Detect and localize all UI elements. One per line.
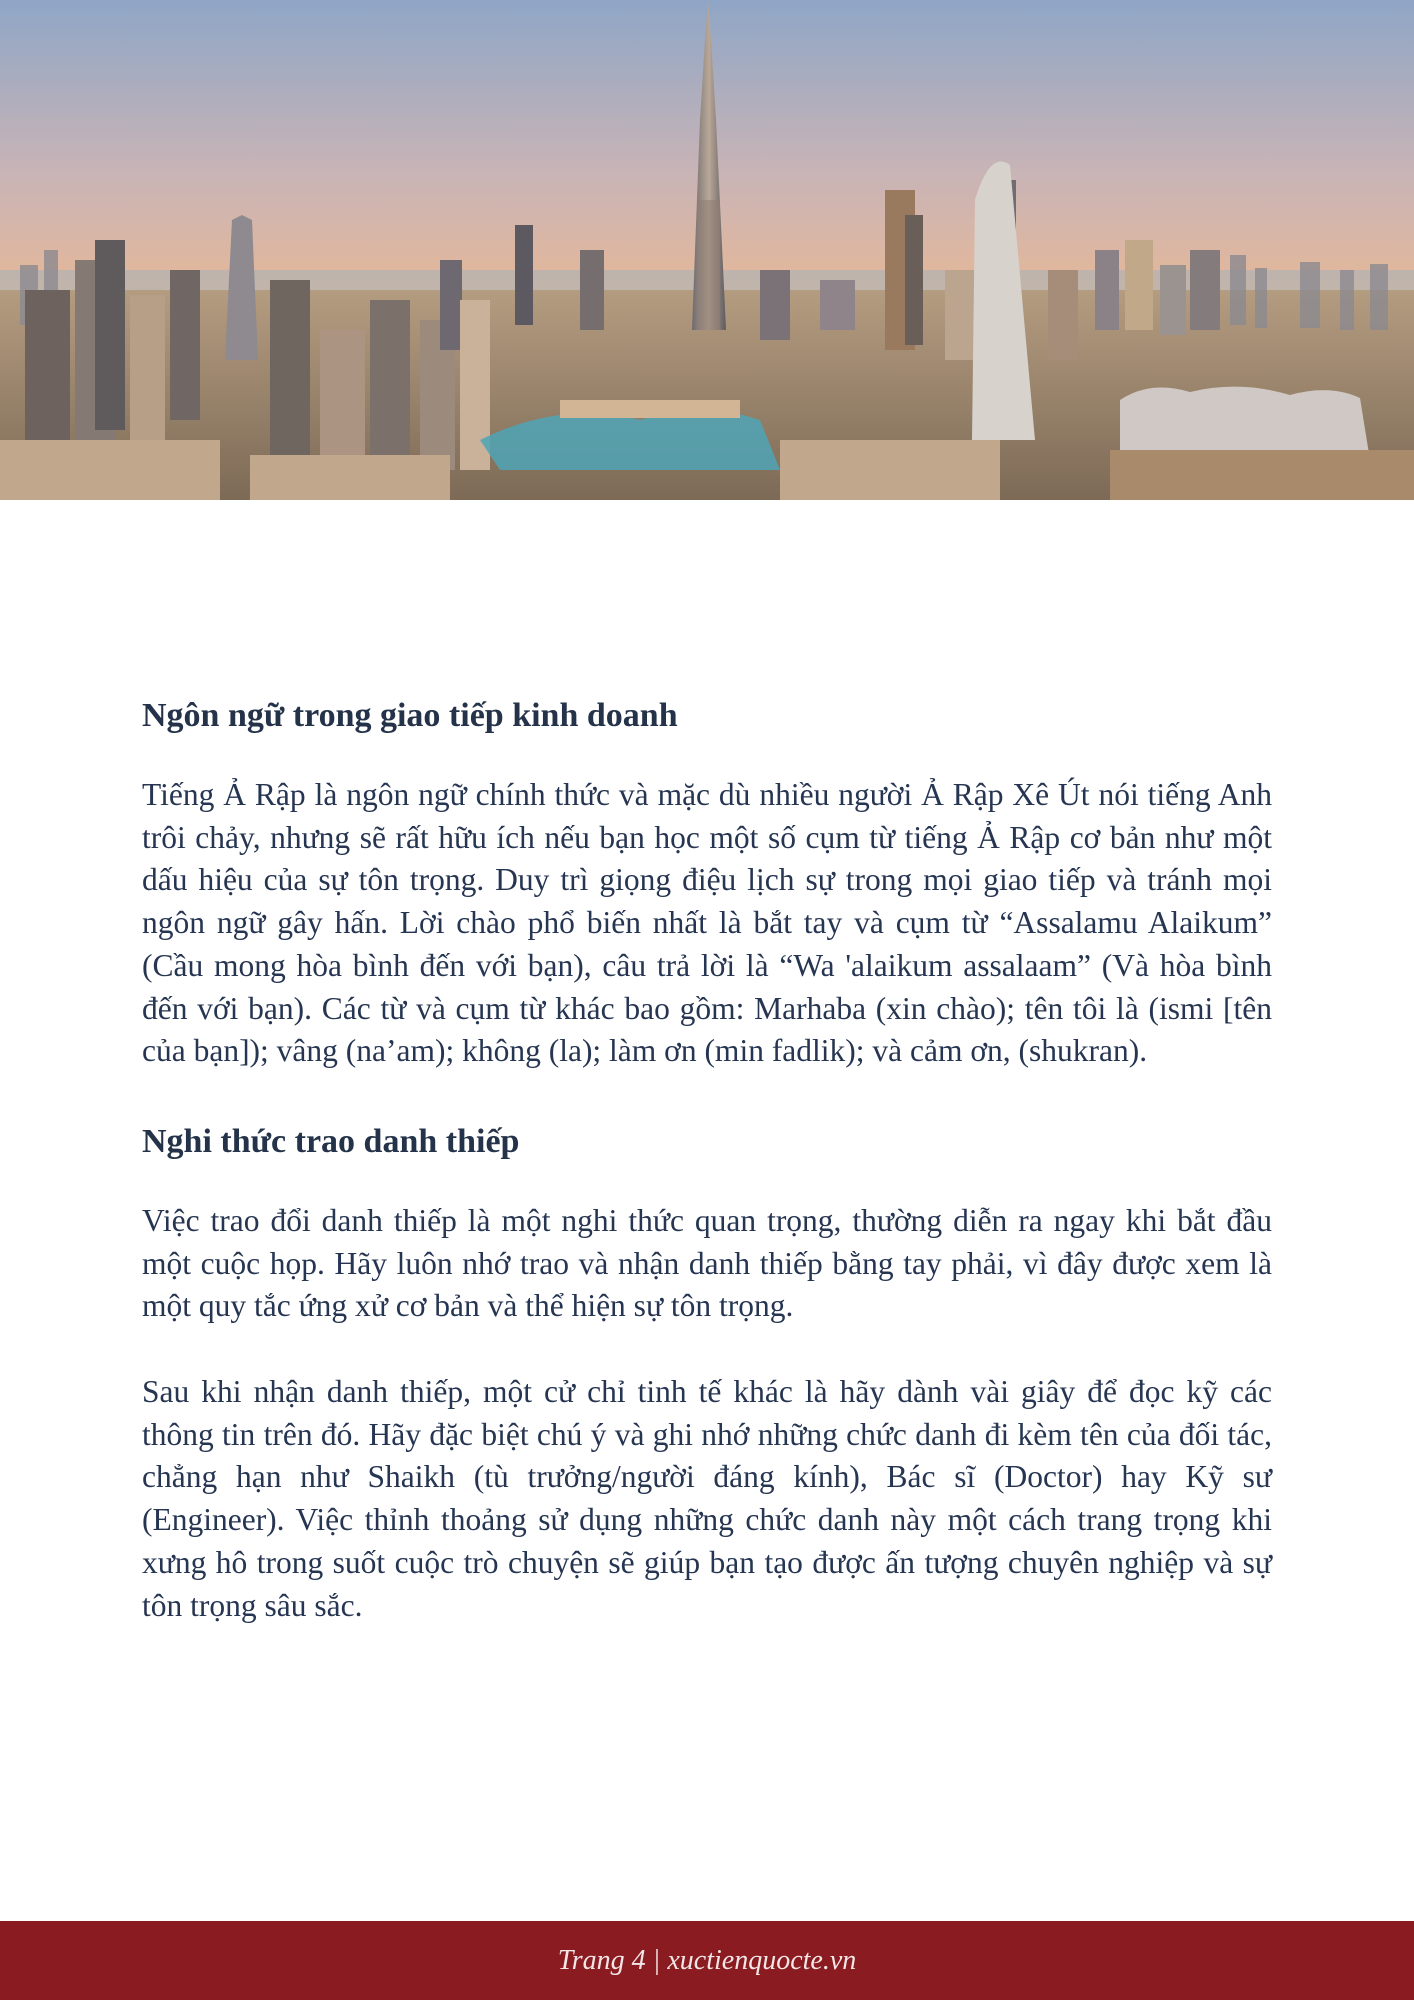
- skyline-illustration: [0, 0, 1414, 500]
- article-body: [142, 690, 1272, 1627]
- paragraph-card-titles: Sau khi nhận danh thiếp, một cử chỉ tinh tế khác là hãy dành vài giây để đọc kỹ các thông tin trên đó. Hãy đặc biệt chú ý và ghi nhớ những chức danh đi kèm tên của đối tác, chẳng hạn như Shaikh (tù trưởng/người đáng kính), Bác sĩ (Doctor) hay Kỹ sư (Engineer). Việc thỉnh thoảng sử dụng những chức danh này một cách trang trọng khi xưng hô trong suốt cuộc trò chuyện sẽ giúp bạn tạo được ấn tượng chuyên nghiệp và sự tôn trọng sâu sắc.: [142, 1374, 1272, 1623]
- page-footer: [0, 1921, 1414, 2000]
- paragraph-language: Tiếng Ả Rập là ngôn ngữ chính thức và mặc dù nhiều người Ả Rập Xê Út nói tiếng Anh trôi chảy, nhưng sẽ rất hữu ích nếu bạn học một số cụm từ tiếng Ả Rập cơ bản như một dấu hiệu của sự tôn trọng. Duy trì giọng điệu lịch sự trong mọi giao tiếp và tránh mọi ngôn ngữ gây hấn. Lời chào phổ biến nhất là bắt tay và cụm từ “Assalamu Alaikum” (Cầu mong hòa bình đến với bạn), câu trả lời là “Wa 'alaikum assalaam” (Và hòa bình đến với bạn). Các từ và cụm từ khác bao gồm: Marhaba (xin chào); tên tôi là (ismi [tên của bạn]); vâng (na’am); không (la); làm ơn (min fadlik); và cảm ơn, (shukran).: [142, 777, 1272, 1069]
- paragraph-card-exchange: Việc trao đổi danh thiếp là một nghi thức quan trọng, thường diễn ra ngay khi bắt đầu một cuộc họp. Hãy luôn nhớ trao và nhận danh thiếp bằng tay phải, vì đây được xem là một quy tắc ứng xử cơ bản và thể hiện sự tôn trọng.: [142, 1202, 1272, 1324]
- section-heading-business-cards: Nghi thức trao danh thiếp: [142, 1122, 520, 1160]
- hero-skyline-image: [0, 0, 1414, 500]
- footer-page-label: Trang 4 | xuctienquocte.vn: [557, 1944, 857, 1976]
- section-heading-language: Ngôn ngữ trong giao tiếp kinh doanh: [142, 697, 678, 734]
